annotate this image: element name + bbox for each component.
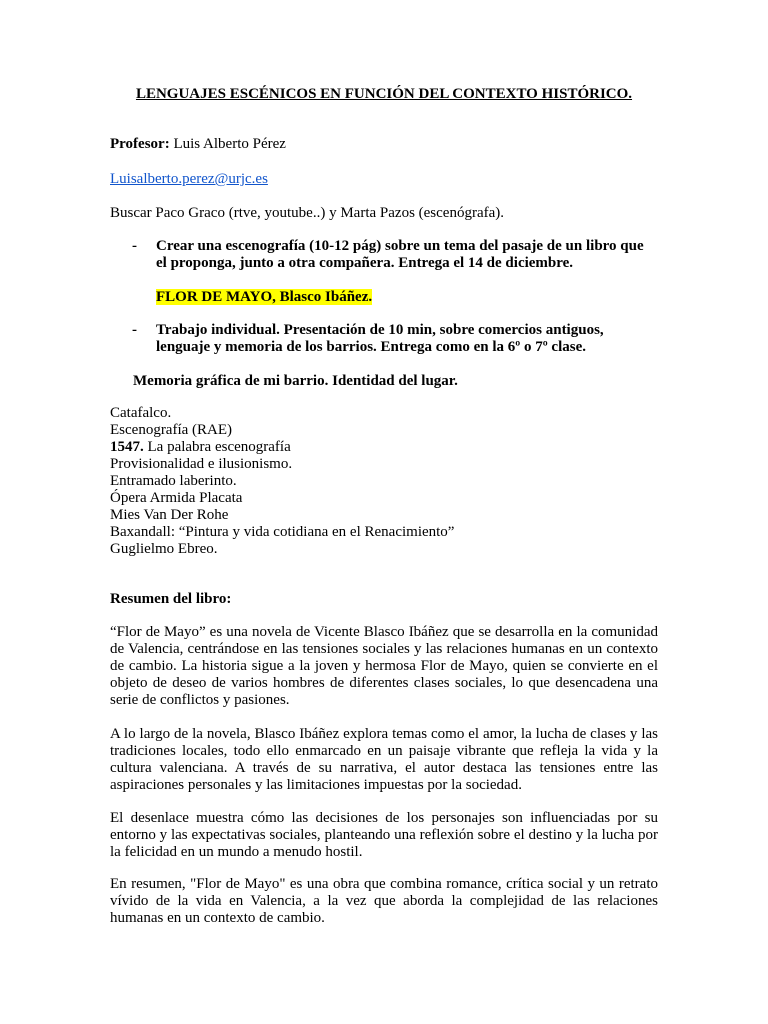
note-line: Entramado laberinto. [110,473,237,489]
note-line: Mies Van Der Rohe [110,507,229,523]
summary-paragraph-1: “Flor de Mayo” es una novela de Vicente Blasco Ibáñez que se desarrolla en la comunidad de Valencia, centrándose en las tensiones sociales y las relaciones humanas en un contexto de cambio. La historia sigue a la joven y hermosa Flor de Mayo, quien se convierte en el objeto de deseo de varios hombres de diferentes clases sociales, lo que desencadena una serie de conflictos y pasiones. [110,624,658,708]
summary-paragraph-2: A lo largo de la novela, Blasco Ibáñez explora temas como el amor, la lucha de clases y las tradiciones locales, todo ello enmarcado en un paisaje vibrante que refleja la vida y la cultura valenciana. A través de su narrativa, el autor destaca las tensiones entre las aspiraciones personales y las limitaciones impuestas por la sociedad. [110,726,658,793]
note-line: Provisionalidad e ilusionismo. [110,456,293,472]
document-title: LENGUAJES ESCÉNICOS EN FUNCIÓN DEL CONTEXTO HISTÓRICO. [135,86,633,102]
notes-list [110,405,658,558]
memoria-line: Memoria gráfica de mi barrio. Identidad del lugar. [133,373,458,389]
note-rest: La palabra escenografía [143,439,291,455]
bullet-dash: - [132,238,137,254]
note-line [110,439,658,456]
professor-name: Luis Alberto Pérez [169,136,286,152]
email-link[interactable]: Luisalberto.perez@urjc.es [110,171,268,187]
note-line: Catafalco. [110,405,172,421]
task-text-1: Crear una escenografía (10-12 pág) sobre un tema del pasaje de un libro que el proponga, junto a otra compañera. Entrega el 14 de diciembre. [156,238,644,271]
task-text-2: Trabajo individual. Presentación de 10 min, sobre comercios antiguos, lenguaje y memoria de los barrios. Entrega como en la 6º o 7º clase. [156,322,604,355]
note-year: 1547. [110,439,144,455]
summary-paragraph-3: El desenlace muestra cómo las decisiones de los personajes son influenciadas por su entorno y las expectativas sociales, planteando una reflexión sobre el destino y la lucha por la felicidad en un mundo a menudo hostil. [110,810,658,860]
note-line: Ópera Armida Placata [110,490,243,506]
note-line: Guglielmo Ebreo. [110,541,218,557]
professor-label: Profesor: [110,136,170,152]
book-highlight-line [156,289,658,306]
summary-heading: Resumen del libro: [110,591,232,607]
professor-line [110,136,658,153]
book-highlight: FLOR DE MAYO, Blasco Ibáñez. [156,289,373,305]
email-line [110,171,658,188]
search-note: Buscar Paco Graco (rtve, youtube..) y Marta Pazos (escenógrafa). [110,205,505,221]
summary-paragraph-4: En resumen, "Flor de Mayo" es una obra que combina romance, crítica social y un retrato vívido de la vida en Valencia, a la vez que aborda la complejidad de las relaciones humanas en un contexto de cambio. [110,876,658,926]
bullet-dash: - [132,322,137,338]
note-line: Escenografía (RAE) [110,422,233,438]
note-line: Baxandall: “Pintura y vida cotidiana en el Renacimiento” [110,524,455,540]
